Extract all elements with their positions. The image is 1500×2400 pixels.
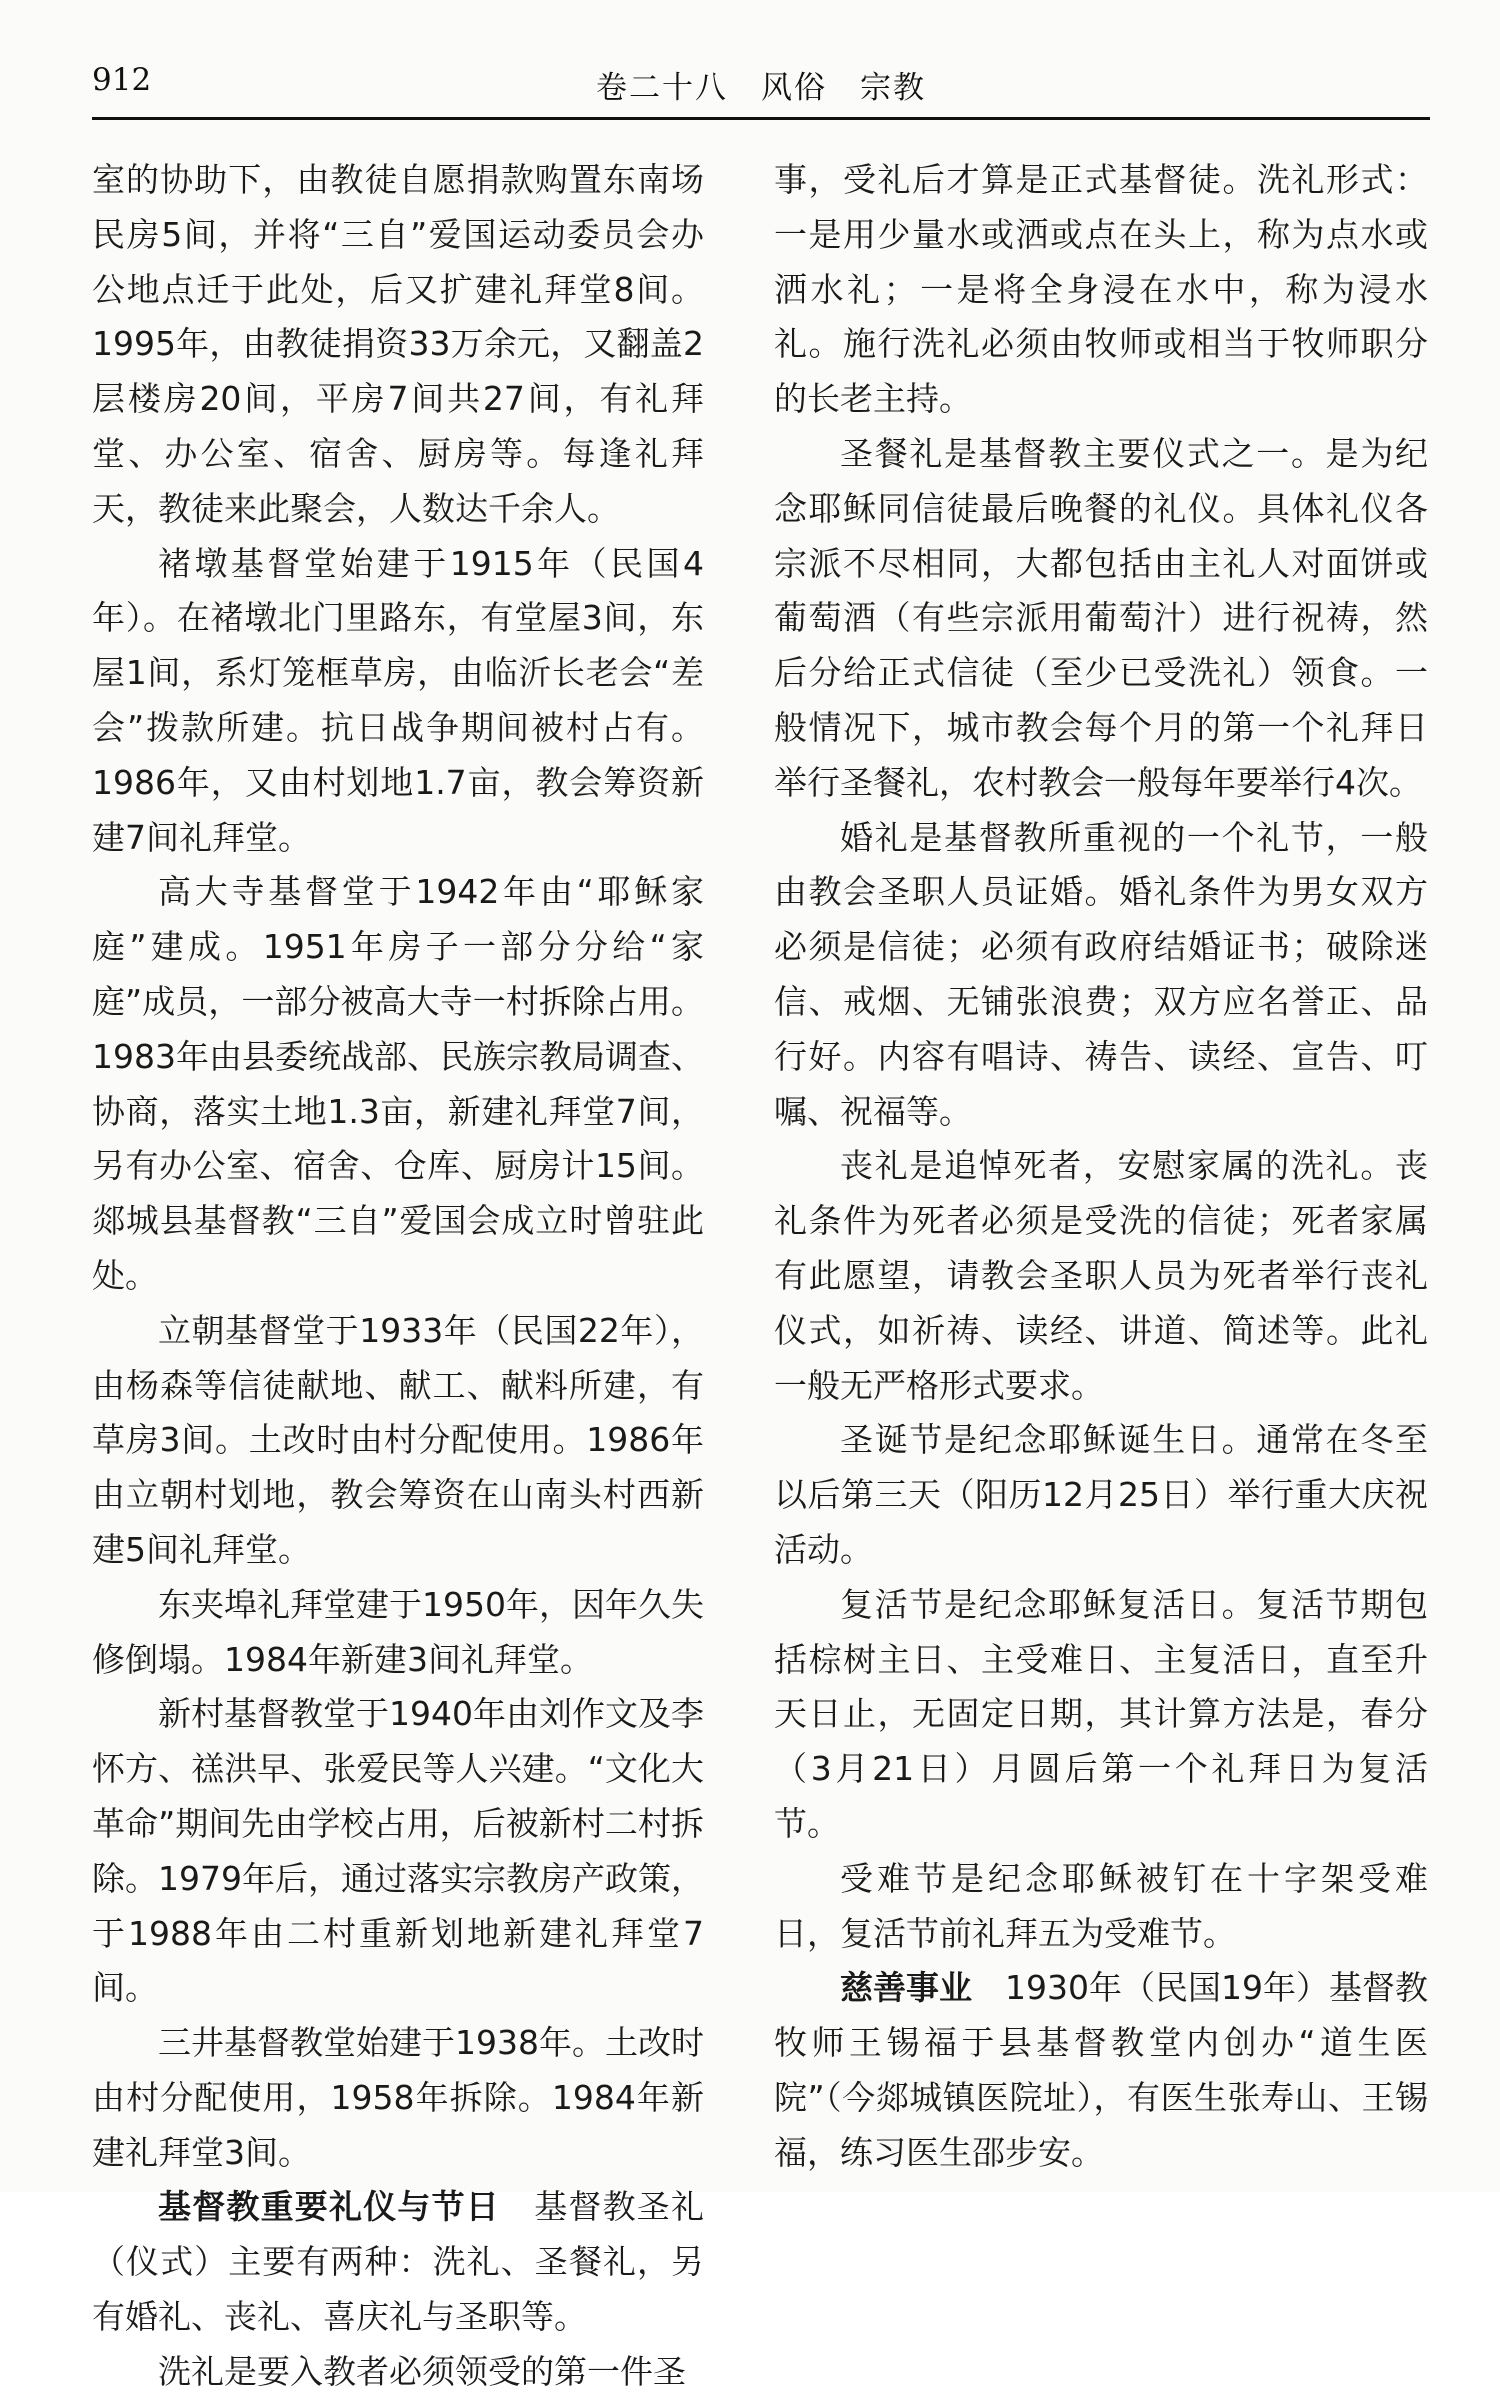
paragraph-wedding: 婚礼是基督教所重视的一个礼节，一般由教会圣职人员证婚。婚礼条件为男女双方必须是信徒；必须有政府结婚证书；破除迷信、戒烟、无铺张浪费；双方应名誉正、品行好。内容有唱诗、祷告、读经、宣告、叮嘱、祝福等。 — [774, 817, 1428, 1131]
paragraph-funeral: 丧礼是追悼死者，安慰家属的洗礼。丧礼条件为死者必须是受洗的信徒；死者家属有此愿望，请教会圣职人员为死者举行丧礼仪式，如祈祷、读经、讲道、简述等。此礼一般无严格形式要求。 — [774, 1146, 1428, 1405]
paragraph-sanjing-church: 三井基督教堂始建于1938年。土改时由村分配使用，1958年拆除。1984年新建礼拜堂3间。 — [92, 2023, 704, 2172]
running-title: 卷二十八 风俗 宗教 — [596, 70, 926, 106]
paragraph-continuation: 室的协助下，由教徒自愿捐款购置东南场民房5间，并将“三自”爱国运动委员会办公地点迁于此处，后又扩建礼拜堂8间。1995年，由教徒捐资33万余元，又翻盖2层楼房20间，平房7间共27间，有礼拜堂、办公室、宿舍、厨房等。每逢礼拜天，教徒来此聚会，人数达千余人。 — [92, 160, 704, 528]
right-column — [774, 153, 1428, 2180]
paragraph-charity — [774, 1961, 1428, 2180]
paragraph-chudun-church: 褚墩基督堂始建于1915年（民国4年）。在褚墩北门里路东，有堂屋3间，东屋1间，系灯笼框草房，由临沂长老会“差会”拨款所建。抗日战争期间被村占有。1986年，又由村划地1.7亩，教会筹资新建7间礼拜堂。 — [92, 543, 704, 857]
page-number: 912 — [92, 62, 152, 98]
rituals-body: 基督教圣礼（仪式）主要有两种：洗礼、圣餐礼，另有婚礼、丧礼、喜庆礼与圣职等。 — [92, 2187, 705, 2337]
paragraph-lichao-church: 立朝基督堂于1933年（民国22年），由杨森等信徒献地、献工、献料所建，有草房3间。土改时由村分配使用。1986年由立朝村划地，教会筹资在山南头村西新建5间礼拜堂。 — [92, 1310, 704, 1569]
paragraph-xincun-church: 新村基督教堂于1940年由刘作文及李怀方、禚洪早、张爱民等人兴建。“文化大革命”期间先由学校占用，后被新村二村拆除。1979年后，通过落实宗教房产政策，于1988年由二村重新划地新建礼拜堂7间。 — [92, 1694, 704, 2008]
header-rule — [92, 117, 1430, 120]
paragraph-baptism-start: 洗礼是要入教者必须领受的第一件圣 — [158, 2351, 686, 2391]
paragraph-dongjiabu-church: 东夹埠礼拜堂建于1950年，因年久失修倒塌。1984年新建3间礼拜堂。 — [92, 1584, 704, 1679]
paragraph-easter: 复活节是纪念耶稣复活日。复活节期包括棕树主日、主受难日、主复活日，直至升天日止，无固定日期，其计算方法是，春分（3月21日）月圆后第一个礼拜日为复活节。 — [774, 1584, 1428, 1843]
section-heading-rituals: 基督教重要礼仪与节日 — [158, 2187, 500, 2227]
paragraph-gaodasi-church: 高大寺基督堂于1942年由“耶稣家庭”建成。1951年房子一部分分给“家庭”成员，一部分被高大寺一村拆除占用。1983年由县委统战部、民族宗教局调查、协商，落实土地1.3亩，新建礼拜堂7间，另有办公室、宿舍、仓库、厨房计15间。郯城县基督教“三自”爱国会成立时曾驻此处。 — [92, 872, 704, 1295]
charity-body: 1930年（民国19年）基督教牧师王锡福于县基督教堂内创办“道生医院”（今郯城镇医院址），有医生张寿山、王锡福，练习医生邵步安。 — [774, 1968, 1429, 2172]
paragraph-christmas: 圣诞节是纪念耶稣诞生日。通常在冬至以后第三天（阳历12月25日）举行重大庆祝活动。 — [774, 1420, 1428, 1569]
paragraph-communion: 圣餐礼是基督教主要仪式之一。是为纪念耶稣同信徒最后晚餐的礼仪。具体礼仪各宗派不尽相同，大都包括由主礼人对面饼或葡萄酒（有些宗派用葡萄汁）进行祝祷，然后分给正式信徒（至少已受洗礼）领食。一般情况下，城市教会每个月的第一个礼拜日举行圣餐礼，农村教会一般每年要举行4次。 — [774, 433, 1428, 802]
left-column — [92, 153, 704, 2400]
paragraph-baptism-cont: 事，受礼后才算是正式基督徒。洗礼形式：一是用少量水或洒或点在头上，称为点水或洒水礼；一是将全身浸在水中，称为浸水礼。施行洗礼必须由牧师或相当于牧师职分的长老主持。 — [774, 160, 1428, 419]
paragraph-rituals — [92, 2180, 704, 2344]
section-heading-charity: 慈善事业 — [840, 1968, 973, 2008]
paragraph-good-friday: 受难节是纪念耶稣被钉在十字架受难日，复活节前礼拜五为受难节。 — [774, 1858, 1428, 1953]
page-header — [92, 62, 1430, 118]
